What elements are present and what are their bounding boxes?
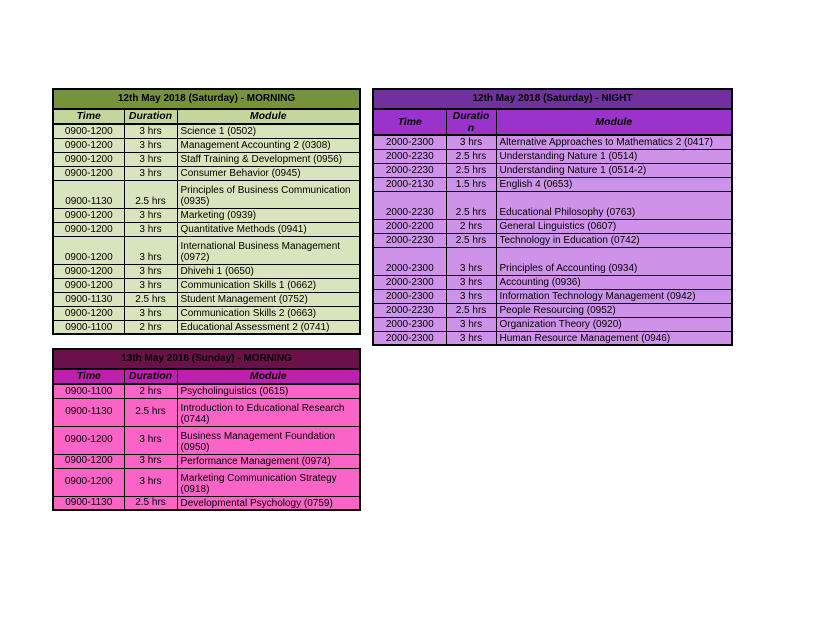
cell-time: 0900-1200 — [53, 236, 124, 264]
cell-duration: 3 hrs — [446, 331, 496, 345]
cell-time: 0900-1200 — [53, 278, 124, 292]
cell-time: 2000-2230 — [373, 191, 446, 219]
cell-time: 0900-1200 — [53, 426, 124, 454]
table-row — [373, 149, 732, 163]
cell-time: 2000-2300 — [373, 275, 446, 289]
cell-module: Organization Theory (0920) — [496, 317, 732, 331]
table-row — [53, 152, 360, 166]
cell-module: Communication Skills 2 (0663) — [177, 306, 360, 320]
column-header-module: Module — [177, 109, 360, 124]
cell-time: 0900-1200 — [53, 208, 124, 222]
table-row — [373, 177, 732, 191]
cell-module: Educational Assessment 2 (0741) — [177, 320, 360, 334]
table-body — [373, 135, 732, 345]
column-header-duration: Duration — [446, 109, 496, 135]
cell-duration: 2 hrs — [124, 384, 177, 398]
column-header-time: Time — [53, 109, 124, 124]
table-row — [373, 247, 732, 275]
exam-table-saturday-night — [372, 88, 733, 346]
column-header-duration: Duration — [124, 109, 177, 124]
cell-time: 0900-1100 — [53, 384, 124, 398]
cell-time: 2000-2300 — [373, 247, 446, 275]
cell-time: 0900-1200 — [53, 166, 124, 180]
cell-time: 2000-2300 — [373, 331, 446, 345]
cell-duration: 3 hrs — [124, 426, 177, 454]
table-row — [53, 320, 360, 334]
cell-duration: 2.5 hrs — [124, 398, 177, 426]
cell-duration: 2.5 hrs — [446, 149, 496, 163]
cell-module: Accounting (0936) — [496, 275, 732, 289]
table-row — [53, 222, 360, 236]
table-row — [373, 191, 732, 219]
cell-module: Developmental Psychology (0759) — [177, 496, 360, 510]
cell-duration: 3 hrs — [124, 124, 177, 138]
column-header-time: Time — [53, 369, 124, 384]
cell-time: 2000-2130 — [373, 177, 446, 191]
cell-module: General Linguistics (0607) — [496, 219, 732, 233]
cell-module: Staff Training & Development (0956) — [177, 152, 360, 166]
table-row — [53, 292, 360, 306]
cell-module: Communication Skills 1 (0662) — [177, 278, 360, 292]
cell-module: Student Management (0752) — [177, 292, 360, 306]
cell-time: 0900-1200 — [53, 468, 124, 496]
cell-module: Science 1 (0502) — [177, 124, 360, 138]
table-row — [53, 236, 360, 264]
cell-duration: 2.5 hrs — [446, 191, 496, 219]
column-header-time: Time — [373, 109, 446, 135]
cell-time: 0900-1200 — [53, 222, 124, 236]
cell-duration: 3 hrs — [124, 278, 177, 292]
cell-module: Technology in Education (0742) — [496, 233, 732, 247]
cell-time: 0900-1200 — [53, 454, 124, 468]
table-row — [53, 180, 360, 208]
cell-time: 2000-2230 — [373, 163, 446, 177]
table-row — [373, 233, 732, 247]
cell-module: International Business Management (0972) — [177, 236, 360, 264]
cell-duration: 3 hrs — [446, 247, 496, 275]
cell-time: 2000-2300 — [373, 289, 446, 303]
cell-time: 0900-1200 — [53, 264, 124, 278]
table-row — [373, 275, 732, 289]
exam-table-saturday-morning — [52, 88, 361, 335]
cell-duration: 2.5 hrs — [446, 233, 496, 247]
table-row — [373, 289, 732, 303]
cell-module: Understanding Nature 1 (0514-2) — [496, 163, 732, 177]
cell-module: People Resourcing (0952) — [496, 303, 732, 317]
cell-time: 0900-1200 — [53, 138, 124, 152]
table-row — [53, 468, 360, 496]
cell-module: Marketing Communication Strategy (0918) — [177, 468, 360, 496]
cell-time: 0900-1130 — [53, 398, 124, 426]
table-row — [373, 135, 732, 149]
cell-module: Principles of Accounting (0934) — [496, 247, 732, 275]
cell-duration: 3 hrs — [124, 454, 177, 468]
table-title-row — [373, 89, 732, 109]
cell-time: 0900-1200 — [53, 152, 124, 166]
cell-module: Alternative Approaches to Mathematics 2 (0417) — [496, 135, 732, 149]
table-row — [53, 208, 360, 222]
cell-module: Understanding Nature 1 (0514) — [496, 149, 732, 163]
cell-time: 2000-2230 — [373, 149, 446, 163]
cell-time: 2000-2200 — [373, 219, 446, 233]
cell-time: 2000-2300 — [373, 135, 446, 149]
cell-duration: 2 hrs — [446, 219, 496, 233]
table-body — [53, 124, 360, 334]
cell-duration: 3 hrs — [446, 317, 496, 331]
cell-time: 0900-1100 — [53, 320, 124, 334]
cell-duration: 2 hrs — [124, 320, 177, 334]
table-row — [53, 384, 360, 398]
cell-duration: 3 hrs — [124, 166, 177, 180]
table-row — [53, 398, 360, 426]
cell-duration: 2.5 hrs — [124, 180, 177, 208]
cell-module: Marketing (0939) — [177, 208, 360, 222]
table-row — [53, 496, 360, 510]
cell-duration: 3 hrs — [124, 306, 177, 320]
table-title: 12th May 2018 (Saturday) - NIGHT — [373, 89, 732, 109]
column-header-module: Module — [496, 109, 732, 135]
cell-duration: 3 hrs — [446, 275, 496, 289]
cell-duration: 3 hrs — [124, 152, 177, 166]
table-row — [53, 264, 360, 278]
table-title-row — [53, 349, 360, 369]
table-row — [373, 219, 732, 233]
table-title-row — [53, 89, 360, 109]
table-body — [53, 384, 360, 510]
cell-duration: 3 hrs — [124, 468, 177, 496]
cell-module: Consumer Behavior (0945) — [177, 166, 360, 180]
cell-time: 0900-1130 — [53, 496, 124, 510]
cell-duration: 2.5 hrs — [124, 292, 177, 306]
cell-time: 0900-1130 — [53, 180, 124, 208]
cell-module: Management Accounting 2 (0308) — [177, 138, 360, 152]
table-header-row — [53, 369, 360, 384]
cell-module: Psycholinguistics (0615) — [177, 384, 360, 398]
cell-time: 0900-1200 — [53, 124, 124, 138]
table-row — [53, 426, 360, 454]
table-row — [53, 306, 360, 320]
cell-module: English 4 (0653) — [496, 177, 732, 191]
cell-module: Educational Philosophy (0763) — [496, 191, 732, 219]
table-row — [53, 124, 360, 138]
cell-time: 2000-2300 — [373, 317, 446, 331]
table-row — [373, 163, 732, 177]
cell-duration: 3 hrs — [446, 135, 496, 149]
cell-module: Human Resource Management (0946) — [496, 331, 732, 345]
cell-duration: 1.5 hrs — [446, 177, 496, 191]
table-row — [373, 303, 732, 317]
cell-module: Introduction to Educational Research (0744) — [177, 398, 360, 426]
cell-time: 0900-1200 — [53, 306, 124, 320]
table-row — [373, 331, 732, 345]
exam-table-sunday-morning — [52, 348, 361, 511]
cell-module: Principles of Business Communication (0935) — [177, 180, 360, 208]
cell-duration: 3 hrs — [124, 236, 177, 264]
cell-module: Business Management Foundation (0950) — [177, 426, 360, 454]
table-header-row — [373, 109, 732, 135]
cell-duration: 3 hrs — [124, 138, 177, 152]
cell-time: 2000-2230 — [373, 233, 446, 247]
column-header-module: Module — [177, 369, 360, 384]
column-header-duration: Duration — [124, 369, 177, 384]
cell-time: 0900-1130 — [53, 292, 124, 306]
cell-module: Quantitative Methods (0941) — [177, 222, 360, 236]
cell-duration: 2.5 hrs — [446, 163, 496, 177]
cell-duration: 3 hrs — [446, 289, 496, 303]
table-title: 13th May 2018 (Sunday) - MORNING — [53, 349, 360, 369]
cell-duration: 2.5 hrs — [446, 303, 496, 317]
table-row — [53, 138, 360, 152]
cell-module: Information Technology Management (0942) — [496, 289, 732, 303]
cell-duration: 3 hrs — [124, 208, 177, 222]
table-row — [53, 454, 360, 468]
cell-module: Performance Management (0974) — [177, 454, 360, 468]
table-header-row — [53, 109, 360, 124]
table-row — [373, 317, 732, 331]
cell-duration: 3 hrs — [124, 222, 177, 236]
table-title: 12th May 2018 (Saturday) - MORNING — [53, 89, 360, 109]
table-row — [53, 166, 360, 180]
cell-module: Dhivehi 1 (0650) — [177, 264, 360, 278]
table-row — [53, 278, 360, 292]
cell-duration: 2.5 hrs — [124, 496, 177, 510]
cell-duration: 3 hrs — [124, 264, 177, 278]
cell-time: 2000-2230 — [373, 303, 446, 317]
